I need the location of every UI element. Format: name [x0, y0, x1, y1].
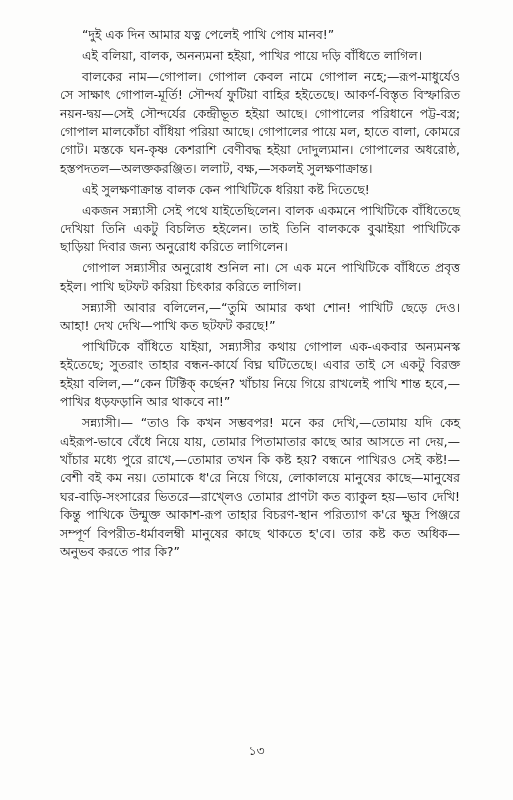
page-body-text — [60, 26, 460, 564]
paragraph-5: একজন সন্ন্যাসী সেই পথে যাইতেছিলেন। বালক একমনে পাখিটিকে বাঁধিতেছে দেখিয়া তিনি একটু বিচলিত হইলেন। তাই তিনি বালককে বুঝাইয়া পাখিটিকে ছাড়িয়া দিবার জন্য অনুরোধ করিতে লাগিলেন। — [60, 202, 460, 255]
paragraph-6: গোপাল সন্ন্যাসীর অনুরোধ শুনিল না। সে এক মনে পাখিটিকে বাঁধিতে প্রবৃত্ত হইল। পাখি ছটফট করিয়া চিৎকার করিতে লাগিল। — [60, 260, 460, 294]
paragraph-8: পাখিটিকে বাঁধিতে যাইয়া, সন্ন্যাসীর কথায় গোপাল এক-একবার অন্যমনস্ক হইতেছে; সুতরাং তাহার বন্ধন-কার্যে বিঘ্ন ঘটিতেছে। এবার তাই সে একটু বিরক্ত হইয়া বলিল,—“কেন টিক্টিক্ কর্ছেন? খাঁচায় নিয়ে গিয়ে রাখলেই পাখি শান্ত হবে,—পাখির ধড়ফড়ানি আর থাকবে না!” — [60, 339, 460, 410]
paragraph-7: সন্ন্যাসী আবার বলিলেন,—“তুমি আমার কথা শোন! পাখিটি ছেড়ে দেও। আহা! দেখ দেখি—পাখি কত ছটফট করছে!” — [60, 299, 460, 334]
paragraph-9: সন্ন্যাসী।— “তাও কি কখন সম্ভবপর! মনে কর দেখি,—তোমায় যদি কেহ এইরূপ-ভাবে বেঁধে নিয়ে যায়, তোমার পিতামাতার কাছে আর আসতে না দেয়,—খাঁচার মধ্যে পুরে রাখে,—তোমার তখন কি কষ্ট হয়? বন্ধনে পাখিরও সেই কষ্ট!—বেশী বই কম নয়। তোমাকে ধ'রে নিয়ে গিয়ে, লোকালয়ে মানুষের কাছে—মানুষের ঘর-বাড়ি-সংসারের ভিতরে—রাখ্লেও তোমার প্রাণটা কত ব্যাকুল হয়—ভাব দেখি! কিন্তু পাখিকে উন্মুক্ত আকাশ-রূপ তাহার বিচরণ-স্থান পরিত্যাগ ক'রে ক্ষুদ্র পিঞ্জরে সম্পূর্ণ বিপরীত-ধর্মাবলম্বী মানুষের কাছে থাকতে হ'বে। তার কষ্ট কত অধিক—অনুভব করতে পার কি?” — [60, 415, 460, 559]
paragraph-1: “দুই এক দিন আমার যত্ন পেলেই পাখি পোষ মানব!” — [82, 27, 335, 42]
paragraph-2: এই বলিয়া, বালক, অনন্যমনা হইয়া, পাখির পায়ে দড়ি বাঁধিতে লাগিল। — [82, 47, 423, 63]
paragraph-4: এই সুলক্ষণাক্রান্ত বালক কেন পাখিটিকে ধরিয়া কষ্ট দিতেছে! — [82, 181, 370, 197]
paragraph-3: বালকের নাম—গোপাল। গোপাল কেবল নামে গোপাল নহে;—রূপ-মাধুর্যেও সে সাক্ষাৎ গোপাল-মূর্তি! সৌন্দর্য ফুটিয়া বাহির হইতেছে। আকর্ণ-বিস্তৃত বিস্ফারিত নয়ন-দ্বয়—সেই সৌন্দর্যের কেন্দ্রীভূত হইয়া আছে। গোপালের পরিধানে পট্ট-বস্ত্র; গোপাল মালকোঁচা বাঁধিয়া পরিয়া আছে। গোপালের পায়ে মল, হাতে বালা, কোমরে গোট। মস্তকে ঘন-কৃষ্ণ কেশরাশি বেণীবদ্ধ হইয়া দোদুল্যমান। গোপালের অধরোষ্ঠ, হস্তপদতল—অলক্তকরঞ্জিত। ললাট, বক্ষ,—সকলই সুলক্ষণাক্রান্ত। — [60, 68, 460, 176]
page-number: ১৩ — [248, 743, 265, 758]
